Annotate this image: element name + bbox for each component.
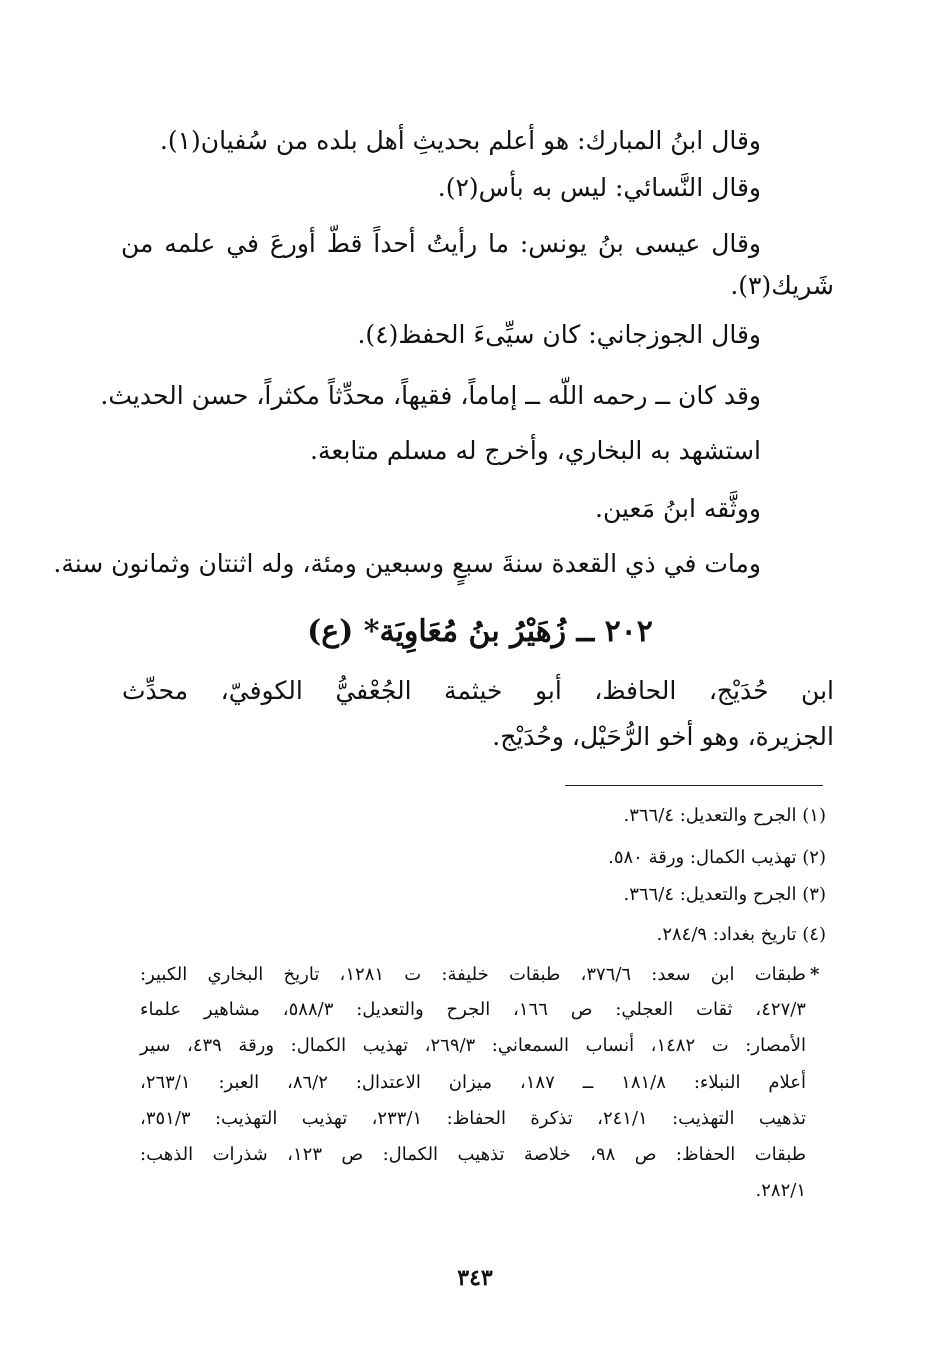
sources-line-1: طبقات ابن سعد: ٣٧٦/٦، طبقات خليفة: ت ١٢٨١، تاريخ البخاري الكبير: <box>140 964 806 985</box>
body-line-3: وقال عيسى بنُ يونس: ما رأيتُ أحداً قطّ أورعَ في علمه من <box>121 229 761 258</box>
sources-line-6: طبقات الحفاظ: ص ٩٨، خلاصة تذهيب الكمال: ص ١٢٣، شذرات الذهب: <box>140 1144 807 1165</box>
body-line-1: وقال ابنُ المبارك: هو أعلم بحديثِ أهل بلده من سُفيان(١). <box>159 126 761 155</box>
footnote-separator <box>565 785 823 786</box>
footnote-3: (٣) الجرح والتعديل: ٣٦٦/٤. <box>623 884 826 905</box>
body-line-4: شَريك(٣). <box>730 271 834 300</box>
body-line-2: وقال النَّسائي: ليس به بأس(٢). <box>437 173 761 202</box>
body-line-5: وقال الجوزجاني: كان سيِّىءَ الحفظ(٤). <box>357 320 761 349</box>
body-line-8: ووثَّقه ابنُ مَعين. <box>595 494 761 523</box>
entry-line-2: الجزيرة، وهو أخو الرُّحَيْل، وحُدَيْج. <box>492 722 834 751</box>
entry-heading: ٢٠٢ ــ زُهَيْرُ بنُ مُعَاوِيَة* (ع) <box>307 614 653 649</box>
sources-line-3: الأمصار: ت ١٤٨٢، أنساب السمعاني: ٢٦٩/٣، تهذيب الكمال: ورقة ٤٣٩، سير <box>140 1035 806 1056</box>
entry-line-1: ابن حُدَيْج، الحافظ، أبو خيثمة الجُعْفيُّ الكوفيّ، محدِّث <box>122 676 834 705</box>
footnote-1: (١) الجرح والتعديل: ٣٦٦/٤. <box>623 805 826 826</box>
asterisk-marker: * <box>810 964 820 985</box>
sources-line-7: ٢٨٢/١. <box>755 1180 806 1201</box>
body-line-7: استشهد به البخاري، وأخرج له مسلم متابعة. <box>310 436 761 465</box>
body-line-6: وقد كان ــ رحمه اللّه ــ إماماً، فقيهاً، محدِّثاً مكثراً، حسن الحديث. <box>100 381 761 410</box>
sources-line-5: تذهيب التهذيب: ٢٤١/١، تذكرة الحفاظ: ٢٣٣/١، تهذيب التهذيب: ٣٥١/٣، <box>140 1108 806 1129</box>
footnote-2: (٢) تهذيب الكمال: ورقة ٥٨٠. <box>608 847 826 868</box>
body-line-9: ومات في ذي القعدة سنةَ سبعٍ وسبعين ومئة، وله اثنتان وثمانون سنة. <box>53 549 761 578</box>
footnote-4: (٤) تاريخ بغداد: ٢٨٤/٩. <box>656 924 826 945</box>
sources-line-2: ٤٢٧/٣، ثقات العجلي: ص ١٦٦، الجرح والتعديل: ٥٨٨/٣، مشاهير علماء <box>140 999 806 1020</box>
page-number: ٣٤٣ <box>457 1265 493 1291</box>
sources-line-4: أعلام النبلاء: ١٨١/٨ ــ ١٨٧، ميزان الاعتدال: ٨٦/٢، العبر: ٢٦٣/١، <box>140 1072 807 1093</box>
